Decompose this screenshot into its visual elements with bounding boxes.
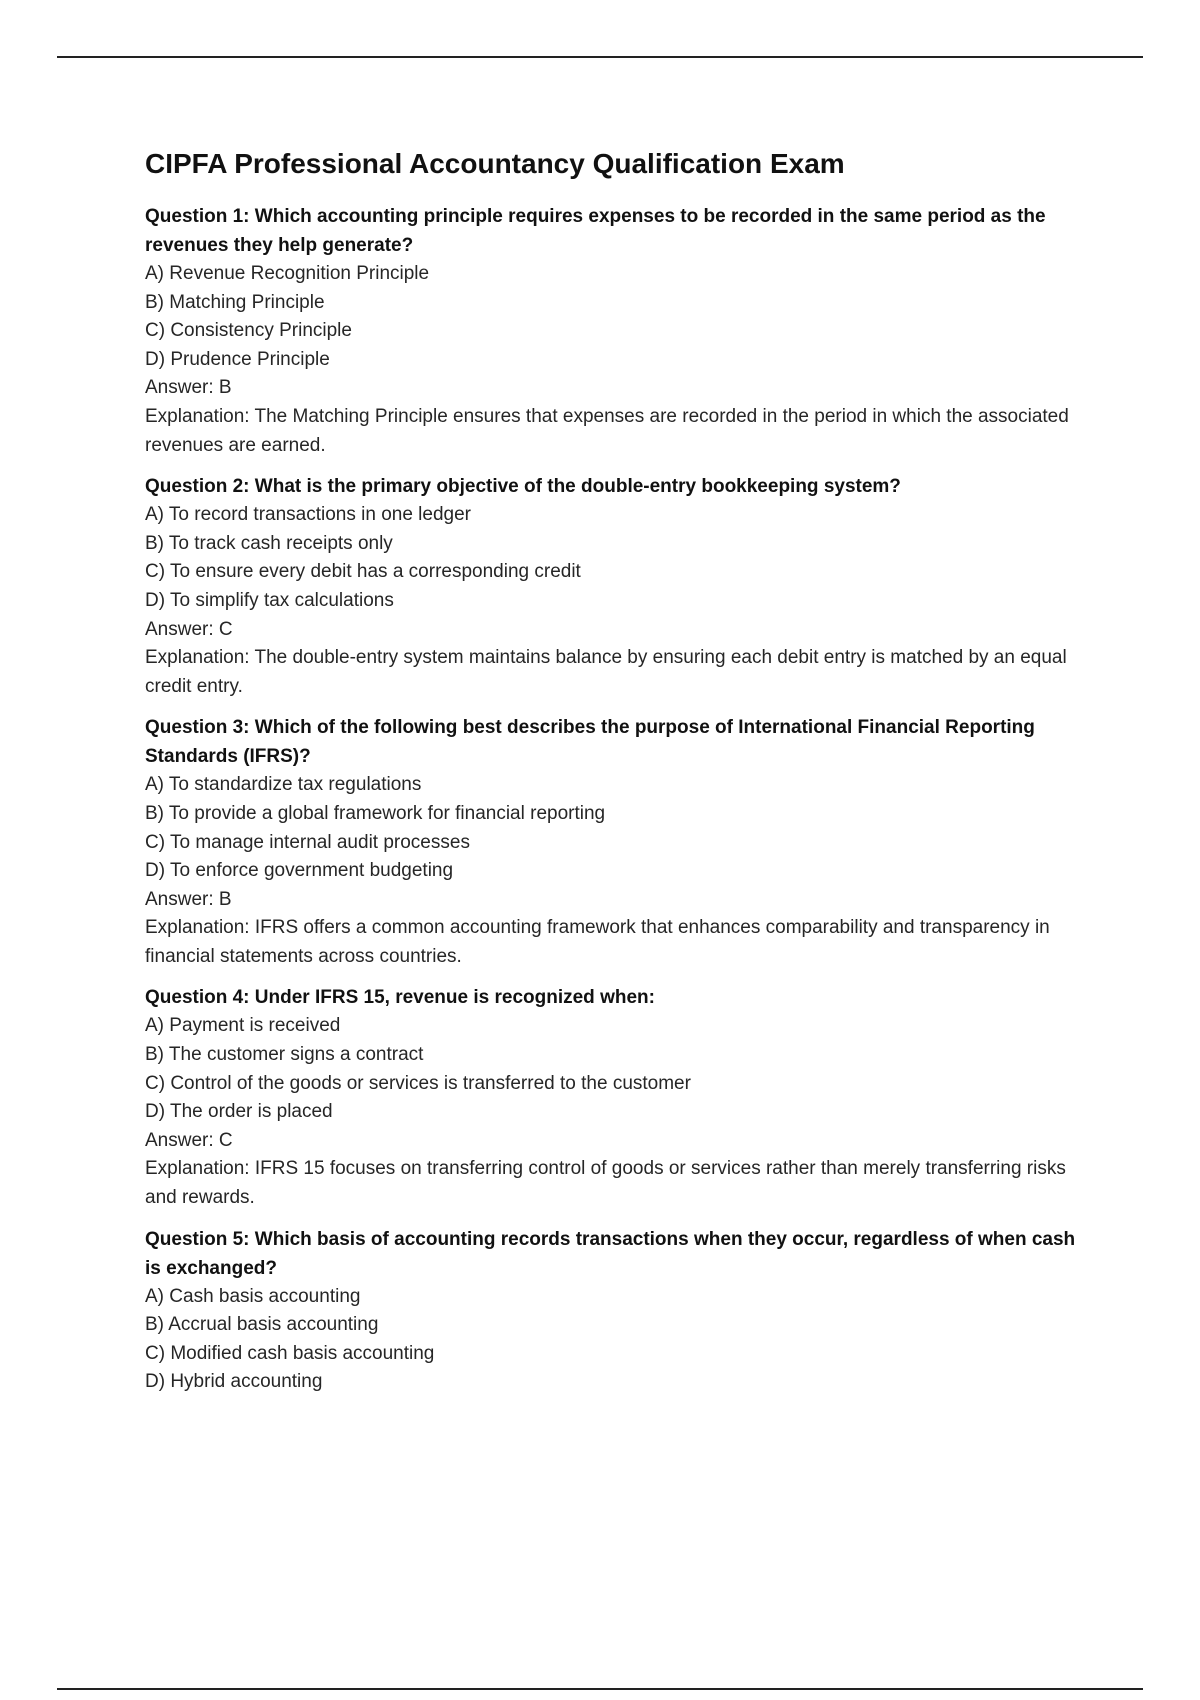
question-text: Question 4: Under IFRS 15, revenue is recognized when: [145,987,655,1009]
question-block [145,202,1085,460]
option-a: A) Revenue Recognition Principle [145,263,430,284]
options-list [145,260,1085,374]
header-rule [57,56,1143,58]
option-d: D) Prudence Principle [145,348,330,370]
document-body [145,146,1085,1409]
page-title: CIPFA Professional Accountancy Qualification Exam [145,148,845,179]
option-a: A) Cash basis accounting [145,1285,361,1307]
explanation: Explanation: IFRS offers a common accounting framework that enhances comparability and transparency in financial statements across countries. [145,917,1050,967]
option-c: C) Control of the goods or services is transferred to the customer [145,1072,691,1094]
answer: Answer: C [145,1129,233,1151]
option-c: C) To manage internal audit processes [145,831,470,853]
explanation: Explanation: The double-entry system maintains balance by ensuring each debit entry is matched by an equal credit entry. [145,647,1067,697]
option-d: D) The order is placed [145,1101,333,1123]
option-d: D) To enforce government budgeting [145,860,454,882]
question-text: Question 5: Which basis of accounting records transactions when they occur, regardless of when cash is exchanged? [145,1228,1076,1279]
option-b: B) To provide a global framework for financial reporting [145,802,606,824]
option-b: B) Accrual basis accounting [145,1314,379,1336]
option-c: C) Modified cash basis accounting [145,1342,435,1364]
footer-rule [57,1688,1143,1690]
answer: Answer: B [145,377,232,399]
option-b: B) To track cash receipts only [145,532,393,554]
option-a: A) To standardize tax regulations [145,774,422,796]
options-list [145,501,1085,615]
option-a: A) To record transactions in one ledger [145,504,471,526]
question-text: Question 3: Which of the following best describes the purpose of International Financial Reporting Standards (IFRS)? [145,717,1035,768]
option-d: D) Hybrid accounting [145,1371,323,1393]
option-b: B) Matching Principle [145,291,325,313]
option-b: B) The customer signs a contract [145,1044,424,1066]
option-a: A) Payment is received [145,1015,341,1037]
explanation: Explanation: The Matching Principle ensures that expenses are recorded in the period in which the associated revenues are earned. [145,405,1069,456]
question-text: Question 1: Which accounting principle requires expenses to be recorded in the same period as the revenues they help generate? [145,206,1046,256]
options-list [145,1012,1085,1126]
options-list [145,771,1085,885]
question-block [145,713,1085,971]
answer: Answer: C [145,618,233,640]
options-list [145,1283,1085,1397]
answer: Answer: B [145,888,232,910]
question-block [145,1225,1085,1397]
question-text: Question 2: What is the primary objective of the double-entry bookkeeping system? [145,476,901,498]
option-c: C) Consistency Principle [145,320,352,342]
option-c: C) To ensure every debit has a corresponding credit [145,561,581,583]
question-block [145,983,1085,1212]
option-d: D) To simplify tax calculations [145,589,394,611]
explanation: Explanation: IFRS 15 focuses on transferring control of goods or services rather than merely transferring risks and rewards. [145,1158,1066,1209]
question-block [145,472,1085,701]
